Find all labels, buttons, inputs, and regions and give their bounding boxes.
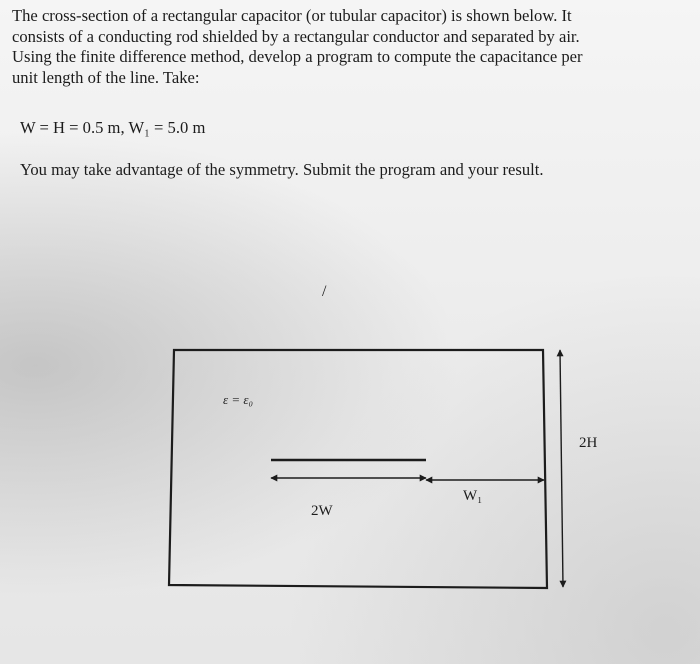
paragraph-line-2: consists of a conducting rod shielded by a rectangular conductor and separated by air. [12,26,580,46]
height-arrow [560,350,563,587]
symmetry-note: You may take advantage of the symmetry. Submit the program and your result. [20,160,544,179]
gap-label: W₁ [463,488,483,504]
permittivity-label: ε = ε₀ [223,392,254,407]
outer-conductor [169,350,547,588]
rod-width-label: 2W [311,503,333,519]
height-label: 2H [579,435,598,451]
given-values: W = H = 0.5 m, W₁ = 5.0 m [20,118,206,137]
stray-mark: / [322,283,327,300]
paragraph-line-3: Using the finite difference method, develop a program to compute the capacitance per [12,47,583,66]
paragraph-line-4: unit length of the line. Take: [12,67,200,87]
paragraph-line-1: The cross-section of a rectangular capacitor (or tubular capacitor) is shown below. It [12,6,572,25]
